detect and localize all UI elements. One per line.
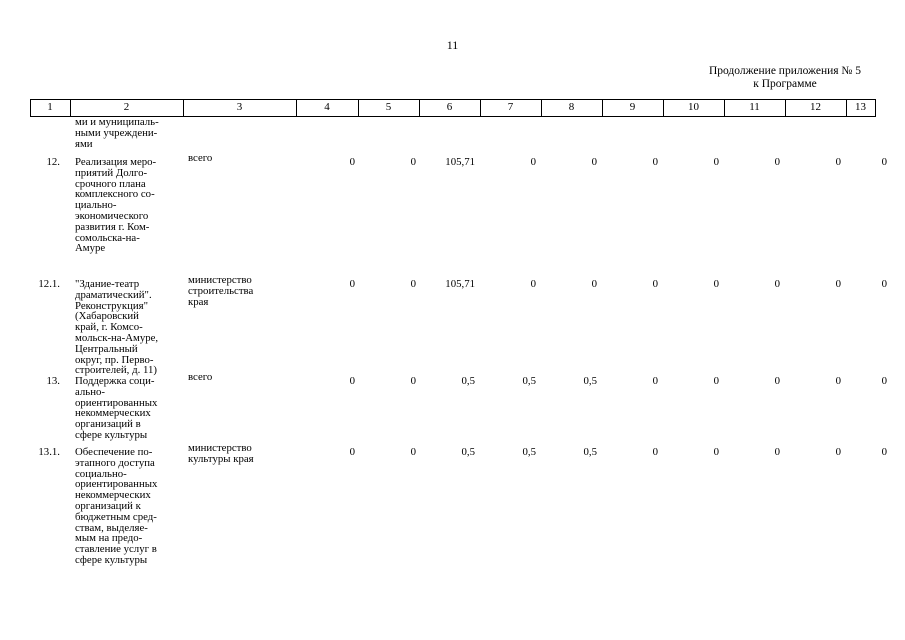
row-value: 0 — [774, 375, 780, 387]
row-value: 0 — [713, 156, 719, 168]
row-value: 0 — [530, 156, 536, 168]
column-header: 11 — [749, 101, 760, 113]
row-value: 0 — [774, 156, 780, 168]
row-name: Поддержка соци- ально- ориентированных некоммерческих организаций в сфере культуры — [75, 375, 158, 441]
row-number: 12.1. — [38, 278, 60, 290]
row-value: 105,71 — [445, 156, 475, 168]
row-value: 0 — [881, 278, 887, 290]
row-value: 0 — [835, 375, 841, 387]
row-value: 0 — [591, 278, 597, 290]
row-value: 0,5 — [461, 375, 475, 387]
column-header: 9 — [629, 101, 636, 113]
row-value: 0 — [652, 446, 658, 458]
row-value: 0,5 — [583, 446, 597, 458]
row-value: 0 — [713, 446, 719, 458]
row-value: 0,5 — [461, 446, 475, 458]
row-value: 105,71 — [445, 278, 475, 290]
row-value: 0 — [410, 278, 416, 290]
row-value: 0 — [349, 375, 355, 387]
row-value: 0 — [349, 156, 355, 168]
row-value: 0 — [652, 278, 658, 290]
row-value: 0 — [835, 156, 841, 168]
row-value: 0 — [530, 278, 536, 290]
row-value: 0 — [410, 375, 416, 387]
row-value: 0 — [410, 446, 416, 458]
row-value: 0 — [774, 446, 780, 458]
column-header: 5 — [385, 101, 392, 113]
row-executor: министерство культуры края — [188, 442, 254, 465]
row-value: 0,5 — [522, 375, 536, 387]
carry-over-text: ми и муниципаль- ными учреждени- ями — [75, 116, 159, 150]
row-value: 0 — [349, 278, 355, 290]
row-executor: всего — [188, 371, 213, 383]
column-header: 7 — [507, 101, 514, 113]
row-executor: министерство строительства края — [188, 274, 254, 308]
row-number: 13. — [46, 375, 60, 387]
row-value: 0 — [713, 375, 719, 387]
row-value: 0,5 — [522, 446, 536, 458]
row-name: "Здание-театр драматический". Реконструкция" (Хабаровский край, г. Комсо- мольск-на-Амуре, Центральный округ, пр. Перво- строителей, д. 11) — [75, 278, 159, 377]
row-value: 0 — [881, 446, 887, 458]
row-value: 0 — [881, 375, 887, 387]
column-header: 10 — [688, 101, 699, 113]
row-value: 0 — [652, 375, 658, 387]
row-number: 12. — [46, 156, 60, 168]
row-value: 0 — [774, 278, 780, 290]
column-header: 12 — [810, 101, 821, 113]
column-header: 1 — [47, 101, 53, 113]
continuation-line-2: к Программе — [753, 78, 817, 90]
column-divider — [875, 99, 876, 117]
row-value: 0 — [349, 446, 355, 458]
column-header: 6 — [446, 101, 453, 113]
continuation-line-1: Продолжение приложения № 5 — [708, 65, 862, 77]
row-value: 0 — [835, 278, 841, 290]
row-number: 13.1. — [38, 446, 60, 458]
row-value: 0 — [881, 156, 887, 168]
column-header: 2 — [123, 101, 130, 113]
row-value: 0 — [410, 156, 416, 168]
row-executor: всего — [188, 152, 213, 164]
row-value: 0 — [652, 156, 658, 168]
row-value: 0 — [591, 156, 597, 168]
column-header: 8 — [568, 101, 575, 113]
row-value: 0 — [713, 278, 719, 290]
column-header: 13 — [855, 101, 866, 113]
row-value: 0,5 — [583, 375, 597, 387]
column-header: 4 — [324, 101, 330, 113]
row-value: 0 — [835, 446, 841, 458]
column-header: 3 — [236, 101, 243, 113]
row-name: Обеспечение по- этапного доступа социально- ориентированных некоммерческих организаций к бюджетным сред- ствам, выделяе- мым на предо- ставление услуг в сфере культуры — [75, 446, 158, 566]
page-number: 11 — [446, 38, 459, 52]
row-name: Реализация меро- приятий Долго- срочного плана комплексного со- циально- экономического развития г. Ком- сомольска-на- Амуре — [75, 156, 157, 255]
continuation-note — [690, 65, 880, 91]
